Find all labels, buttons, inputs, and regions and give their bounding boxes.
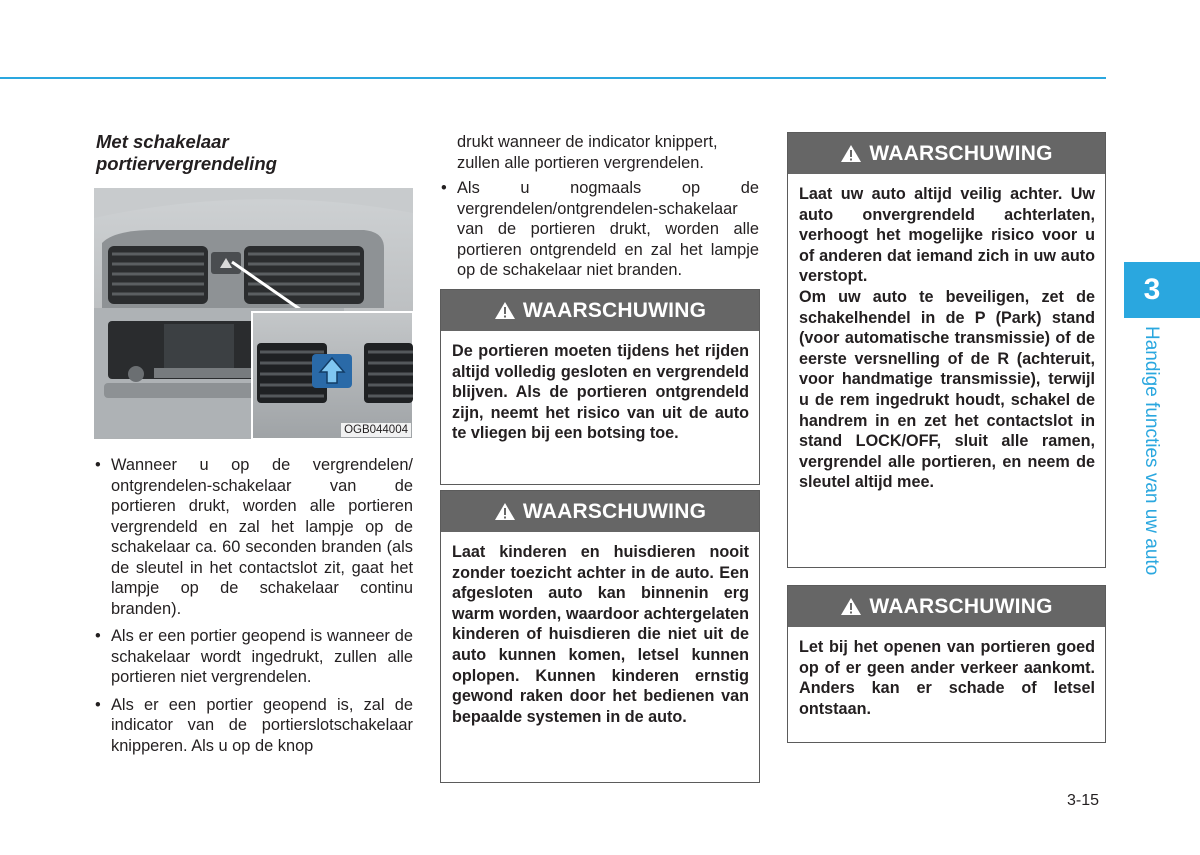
warning-text: Let bij het openen van portieren goed op of er geen ander verkeer aankomt. Anders kan er schade of letsel ontstaan. xyxy=(799,638,1095,718)
list-item: • Als er een portier geopend is wanneer de schakelaar wordt ingedrukt, zullen alle portieren niet vergrendelen. xyxy=(94,626,413,688)
warning-header xyxy=(788,133,1105,174)
warning-text: Laat kinderen en huisdieren nooit zonder toezicht achter in de auto. Een afgesloten auto kan binnenin erg warm worden, waardoor achtergelaten kinderen of huisdieren die niet uit de auto kunnen komen, letsel kunnen oplopen. Kunnen kinderen ernstig gewond raken door het bedienen van bepaalde systemen in de auto. xyxy=(452,543,749,726)
list-item: • Wanneer u op de vergrendelen/ ontgrendelen-schakelaar van de portieren drukt, worden alle portieren vergrendeld en zal het lampje op de schakelaar ca. 60 seconden branden (als de sleutel in het contactslot zit, gaat het lampje op de schakelaar continu branden). xyxy=(94,455,413,619)
page-number: 3-15 xyxy=(1067,792,1100,809)
dashboard-illustration xyxy=(94,188,413,439)
warning-box-secure-vehicle xyxy=(787,132,1106,568)
chapter-number-tab[interactable]: 3 xyxy=(1124,262,1200,318)
warning-box-doors-closed xyxy=(440,289,760,485)
warning-triangle-icon xyxy=(494,301,516,320)
middle-bullet-list xyxy=(440,178,759,281)
list-item: • Als u nogmaals op de vergrendelen/ontgrendelen-schakelaar van de portieren drukt, worden alle portieren ontgrendeld en zal het lampje op de schakelaar niet branden. xyxy=(440,178,759,281)
continuation-text: drukt wanneer de indicator knippert, zullen alle portieren vergrendelen. xyxy=(457,133,718,172)
warning-header xyxy=(441,491,759,532)
header-rule xyxy=(0,77,1106,79)
warning-title: WAARSCHUWING xyxy=(869,594,1053,618)
door-lock-switch-photo xyxy=(94,188,413,439)
warning-title: WAARSCHUWING xyxy=(522,298,707,322)
chapter-title: Handige functies van uw auto xyxy=(1141,326,1162,576)
figure-code: OGB044004 xyxy=(341,423,411,437)
warning-triangle-icon xyxy=(840,144,862,163)
warning-triangle-icon xyxy=(494,502,516,521)
warning-header xyxy=(788,586,1105,627)
list-item: • Als er een portier geopend is, zal de indicator van de portierslotschakelaar knipperen. Als u op de knop xyxy=(94,695,413,757)
warning-box-opening-doors xyxy=(787,585,1106,743)
warning-text: Laat uw auto altijd veilig achter. Uw auto onvergrendeld achterlaten, verhoogt het mogelijke risico voor u of anderen dat iemand zich in uw auto verstopt. Om uw auto te beveiligen, zet de schakelhendel in de P (Park) stand (voor automatische transmissie) of de eerste versnelling of de R (achteruit, voor handmatige transmissie), terwijl u de rem ingedrukt houdt, schakel de handrem in en zet het contactslot in stand LOCK/OFF, sluit alle ramen, vergrendel alle portieren, en neem de sleutel altijd mee. xyxy=(799,185,1095,492)
section-title: Met schakelaar portiervergrendeling xyxy=(96,131,277,174)
left-bullet-list xyxy=(94,455,413,756)
warning-title: WAARSCHUWING xyxy=(522,499,707,523)
warning-text: De portieren moeten tijdens het rijden altijd volledig gesloten en vergrendeld blijven. Als de portieren ontgrendeld zijn, neemt het risico van uit de auto te vliegen bij een botsing toe. xyxy=(452,342,749,443)
warning-title: WAARSCHUWING xyxy=(869,141,1053,165)
warning-triangle-icon xyxy=(840,597,862,616)
warning-header xyxy=(441,290,759,331)
warning-box-children-pets xyxy=(440,490,760,783)
